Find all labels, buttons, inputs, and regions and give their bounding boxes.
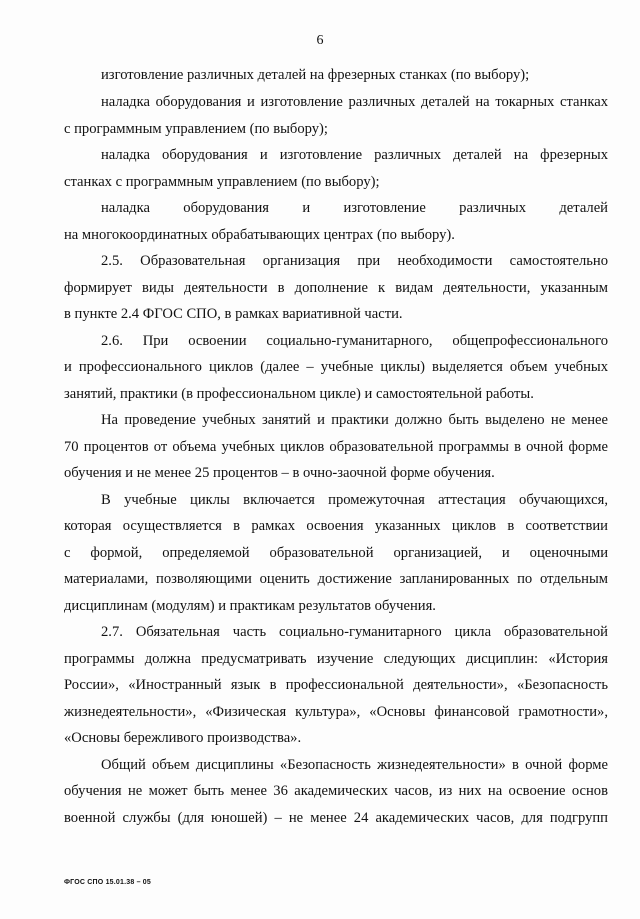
text-line: наладка оборудования и изготовление различных деталей на фрезерных — [101, 147, 608, 163]
text-line: наладка оборудования и изготовление различных деталей — [101, 200, 608, 216]
text-line: обучения и не менее 25 процентов – в очно-заочной форме обучения. — [64, 465, 495, 481]
page-number: 6 — [316, 33, 324, 48]
text-line: формирует виды деятельности в дополнение к видам деятельности, указанным — [64, 280, 608, 296]
text-line: программы должна предусматривать изучение следующих дисциплин: «История — [64, 651, 608, 667]
footer-code: ФГОС СПО 15.01.38 – 05 — [64, 879, 151, 886]
text-line: и профессионального циклов (далее – учебные циклы) выделяется объем учебных — [64, 359, 608, 375]
text-line: обучения не может быть менее 36 академических часов, из них на освоение основ — [64, 783, 608, 799]
text-line: на многокоординатных обрабатывающих центрах (по выбору). — [64, 227, 455, 243]
text-line: России», «Иностранный язык в профессиональной деятельности», «Безопасность — [64, 677, 608, 693]
text-line: «Основы бережливого производства». — [64, 730, 302, 746]
text-line: с формой, определяемой образовательной организацией, и оценочными — [64, 545, 608, 561]
text-line: дисциплинам (модулям) и практикам результатов обучения. — [64, 598, 436, 614]
text-line: жизнедеятельности», «Физическая культура», «Основы финансовой грамотности», — [64, 704, 608, 720]
text-line: 2.6. При освоении социально-гуманитарного, общепрофессионального — [101, 333, 608, 349]
text-line: материалами, позволяющими оценить достижение запланированных по отдельным — [64, 571, 608, 587]
text-line: в пункте 2.4 ФГОС СПО, в рамках вариативной части. — [64, 306, 403, 322]
text-line: военной службы (для юношей) – не менее 24 академических часов, для подгрупп — [64, 810, 608, 826]
text-line: изготовление различных деталей на фрезерных станках (по выбору); — [101, 67, 530, 83]
text-line: 2.7. Обязательная часть социально-гуманитарного цикла образовательной — [101, 624, 608, 640]
text-line: с программным управлением (по выбору); — [64, 121, 328, 137]
text-line: занятий, практики (в профессиональном цикле) и самостоятельной работы. — [64, 386, 534, 402]
text-line: На проведение учебных занятий и практики должно быть выделено не менее — [101, 412, 608, 428]
text-line: В учебные циклы включается промежуточная аттестация обучающихся, — [101, 492, 608, 508]
text-line: Общий объем дисциплины «Безопасность жизнедеятельности» в очной форме — [101, 757, 608, 773]
text-line: которая осуществляется в рамках освоения указанных циклов в соответствии — [64, 518, 608, 534]
text-line: 70 процентов от объема учебных циклов образовательной программы в очной форме — [64, 439, 608, 455]
text-line: наладка оборудования и изготовление различных деталей на токарных станках — [101, 94, 608, 110]
text-line: станках с программным управлением (по выбору); — [64, 174, 380, 190]
text-line: 2.5. Образовательная организация при необходимости самостоятельно — [101, 253, 608, 269]
